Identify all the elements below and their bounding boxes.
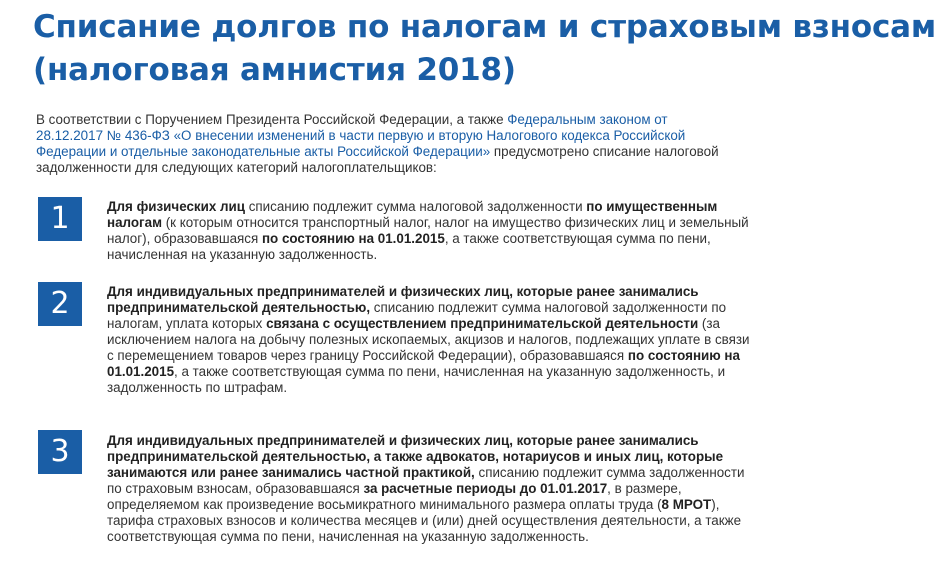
item-text: (к которым относится транспортный налог, налог на имущество физических лиц и земельный налог), образовавшаяся [107,215,749,246]
item-bold-text: 8 МРОТ [661,497,712,512]
item-text: списанию подлежит сумма налоговой задолженности по налогам, уплата которых [107,300,727,331]
intro-text: В соответствии с Поручением Президента Российской Федерации, а также [36,112,508,127]
item-bold-text: Для физических лиц [107,199,245,214]
item-bold-text: по имущественным налогам [107,199,718,230]
item-text: списанию подлежит сумма налоговой задолженности [244,199,587,214]
page-title [33,6,936,92]
item-bold-text: по состоянию на 01.01.2015 [107,348,740,379]
item-text: , а также соответствующая сумма по пени, начисленная на указанную задолженность. [107,231,711,262]
item-number-badge: 3 [38,430,82,474]
item-text: списанию подлежит сумма задолженности по страховым взносам, образовавшаяся [107,465,745,496]
item-bold-text: Для индивидуальных предпринимателей и физических лиц, которые ранее занимались предпринимательской деятельностью, [107,284,699,315]
item-number-badge: 2 [38,282,82,326]
item-bold-text: связана с осуществлением предпринимательской деятельности [266,316,699,331]
intro-text-end: предусмотрено списание налоговой задолженности для следующих категорий налогоплательщиков: [36,144,719,175]
item-text: , в размере, определяемом как произведение восьмикратного минимального размера оплаты труда ( [107,481,682,512]
intro-paragraph [36,112,726,176]
item-bold-text: Для индивидуальных предпринимателей и физических лиц, которые ранее занимались предпринимательской деятельностью, а также адвокатов, нотариусов и иных лиц, которые занимаются или ранее занимались частной практикой, [107,433,724,480]
item-text: (за исключением налога на добычу полезных ископаемых, акцизов и налогов, подлежащих уплате в связи с перемещением товаров через границу Российской Федерации), образовавшаяся [107,316,750,363]
list-item [107,433,752,545]
page-title-line-2: (налоговая амнистия 2018) [33,52,516,88]
item-number-badge: 1 [38,197,82,241]
list-item [107,199,752,263]
item-bold-text: за расчетные периоды до 01.01.2017 [363,481,608,496]
item-bold-text: по состоянию на 01.01.2015 [261,231,445,246]
page-title-line-1: Списание долгов по налогам и страховым взносам [33,9,936,45]
list-item [107,284,752,396]
item-text: , а также соответствующая сумма по пени, начисленная на указанную задолженность, и задолженность по штрафам. [107,364,726,395]
federal-law-link[interactable]: Федеральным законом от 28.12.2017 № 436-ФЗ «О внесении изменений в части первую и вторую Налогового кодекса Российской Федерации и отдельные законодательные акты Российской Федерации» [36,112,686,159]
item-text: ), тарифа страховых взносов и количества месяцев и (или) дней осуществления деятельности, а также соответствующая сумма по пени, начисленная на указанную задолженность. [107,497,742,544]
